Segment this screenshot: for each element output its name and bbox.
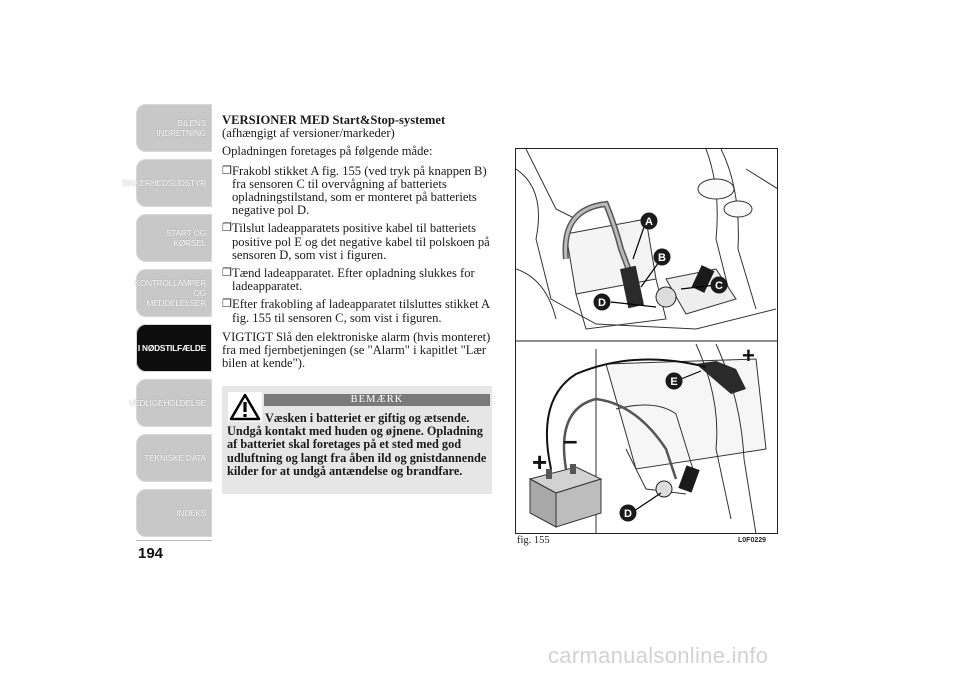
tab-start-og-korsel[interactable]: START OG KØRSEL: [136, 214, 212, 262]
list-item-text: Efter frakobling af ladeapparatet tilsluttes stikket A fig. 155 til sensoren C, som vist i figuren.: [232, 297, 490, 325]
callout-e: E: [670, 376, 678, 388]
section-subheading: (afhængigt af versioner/markeder): [222, 126, 395, 141]
site-watermark: carmanualsonline.info: [548, 643, 769, 668]
minus-sign: –: [563, 425, 578, 455]
callout-d-top: D: [598, 297, 606, 309]
tab-vedligeholdelse[interactable]: VEDLIGEHOLDELSE: [136, 379, 212, 427]
checkbox-bullet-icon: ❒: [222, 164, 232, 177]
main-text-column: [222, 114, 494, 376]
list-item-text: Tænd ladeapparatet. Efter opladning slukkes for ladeapparatet.: [232, 266, 475, 294]
list-item-text: Tilslut ladeapparatets positive kabel til batteriets positive pol E og det negative kabel til polskoen på sensoren D, som vist i figuren.: [232, 221, 490, 262]
page-number: 194: [138, 545, 164, 562]
tab-tekniske-data[interactable]: TEKNISKE DATA: [136, 434, 212, 482]
callout-b: B: [658, 252, 666, 264]
list-item: [222, 222, 494, 262]
note-text: Væsken i batteriet er giftig og ætsende. Undgå kontakt med huden og øjnene. Opladning af batteriet skal foretages på et sted med god udluftning og langt fra åben ild og gnistdannende kilder for at undgå antændelse og brandfare.: [227, 411, 487, 478]
tab-sikkerhedsudstyr[interactable]: SIKKERHEDSUDSTYR: [136, 159, 212, 207]
checkbox-bullet-icon: ❒: [222, 222, 232, 235]
section-heading: VERSIONER MED Start&Stop-systemet (afhængigt af versioner/markeder): [222, 113, 446, 141]
list-item: [222, 165, 494, 218]
tab-indeks[interactable]: INDEKS: [136, 489, 212, 537]
warning-note-box: [222, 386, 492, 494]
battery-illustration: [516, 149, 778, 534]
figure-caption: fig. 155: [517, 535, 550, 546]
callout-c: C: [715, 280, 723, 292]
checkbox-bullet-icon: ❒: [222, 267, 232, 280]
page-number-divider: [136, 540, 212, 541]
figure-battery-diagram: [515, 148, 778, 534]
figure-code: L0F0229: [738, 537, 767, 544]
tab-i-nodstilfaelde[interactable]: I NØDSTILFÆLDE: [136, 324, 212, 372]
list-item-text: Frakobl stikket A fig. 155 (ved tryk på knappen B) fra sensoren C til overvågning af batteriets opladningstilstand, som er monteret på batteriets negative pol D.: [232, 163, 487, 218]
tab-bilens-indretning[interactable]: BILENS INDRETNING: [136, 104, 212, 152]
intro-text: Opladningen foretages på følgende måde:: [222, 144, 433, 159]
plus-sign-battery: +: [532, 447, 548, 477]
checkbox-bullet-icon: ❒: [222, 298, 232, 311]
list-item: [222, 298, 494, 324]
note-header: BEMÆRK: [264, 394, 490, 406]
important-text: VIGTIGT Slå den elektroniske alarm (hvis monteret) fra med fjernbetjeningen (se "Alarm" i kapitlet "Lær bilen at kende").: [222, 329, 491, 371]
callout-d-bottom: D: [624, 508, 632, 520]
tab-kontrollamper[interactable]: KONTROLLAMPER OG MEDDELELSER: [136, 269, 212, 317]
list-item: [222, 267, 494, 293]
callout-a: A: [645, 216, 653, 228]
plus-sign-top: +: [742, 343, 755, 368]
